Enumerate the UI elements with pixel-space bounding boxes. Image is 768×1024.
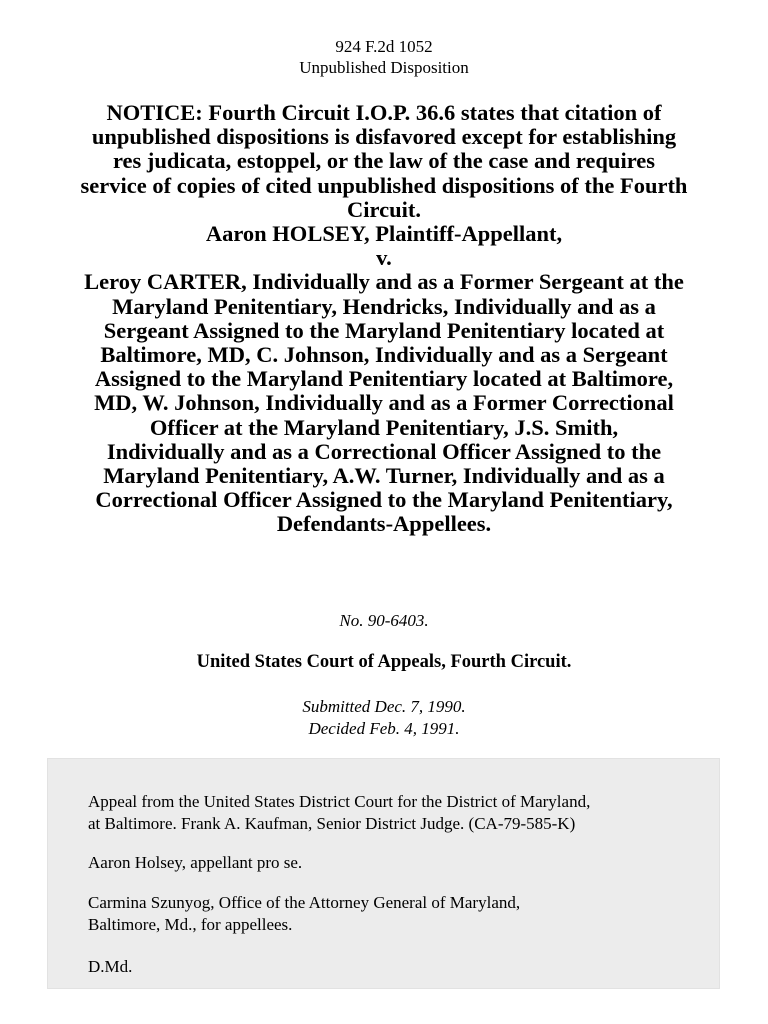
appellees-line: Baltimore, Md., for appellees.	[88, 914, 293, 934]
title-line: unpublished dispositions is disfavored except for establishing	[91, 124, 677, 150]
title-line: Officer at the Maryland Penitentiary, J.S. Smith,	[149, 414, 619, 440]
appellant-counsel: Aaron Holsey, appellant pro se.	[88, 853, 303, 872]
appellees-paragraph	[88, 892, 698, 935]
court-name: United States Court of Appeals, Fourth Circuit.	[196, 652, 572, 672]
appeal-line: Appeal from the United States District Court for the District of Maryland,	[88, 792, 591, 811]
title-line: Individually and as a Correctional Officer Assigned to the	[106, 438, 662, 464]
docket-number: No. 90-6403.	[339, 611, 429, 630]
case-dates	[0, 696, 768, 740]
title-line: Sergeant Assigned to the Maryland Penitentiary located at	[103, 317, 665, 343]
title-line: Correctional Officer Assigned to the Maryland Penitentiary,	[95, 487, 673, 513]
title-line: v.	[376, 245, 392, 271]
appellees-line: Carmina Szunyog, Office of the Attorney General of Maryland,	[88, 893, 521, 912]
title-line: Leroy CARTER, Individually and as a Former Sergeant at the	[84, 269, 684, 295]
title-line: NOTICE: Fourth Circuit I.O.P. 36.6 states that citation of	[106, 100, 662, 125]
title-line: Defendants-Appellees.	[276, 511, 492, 537]
title-line: Assigned to the Maryland Penitentiary located at Baltimore,	[94, 366, 674, 392]
district-abbrev: D.Md.	[88, 957, 133, 976]
title-line: service of copies of cited unpublished dispositions of the Fourth	[80, 172, 688, 198]
title-line: Aaron HOLSEY, Plaintiff-Appellant,	[205, 221, 563, 247]
title-line: Maryland Penitentiary, A.W. Turner, Individually and as a	[103, 463, 665, 489]
disposition-label: Unpublished Disposition	[299, 58, 469, 77]
title-line: res judicata, estoppel, or the law of the case and requires	[112, 148, 656, 174]
title-line: Maryland Penitentiary, Hendricks, Individually and as a	[112, 293, 656, 319]
case-title	[40, 101, 728, 537]
title-line: MD, W. Johnson, Individually and as a Former Correctional	[94, 390, 674, 416]
decided-date: Decided Feb. 4, 1991.	[308, 719, 460, 738]
appeal-paragraph	[88, 791, 698, 834]
appeal-line: at Baltimore. Frank A. Kaufman, Senior District Judge. (CA-79-585-K)	[88, 813, 576, 833]
reporter-citation: 924 F.2d 1052	[335, 37, 433, 56]
citation-header	[0, 36, 768, 78]
submitted-date: Submitted Dec. 7, 1990.	[302, 697, 466, 716]
case-summary-box	[47, 758, 720, 989]
title-line: Baltimore, MD, C. Johnson, Individually and as a Sergeant	[100, 342, 668, 368]
title-line: Circuit.	[347, 196, 421, 222]
